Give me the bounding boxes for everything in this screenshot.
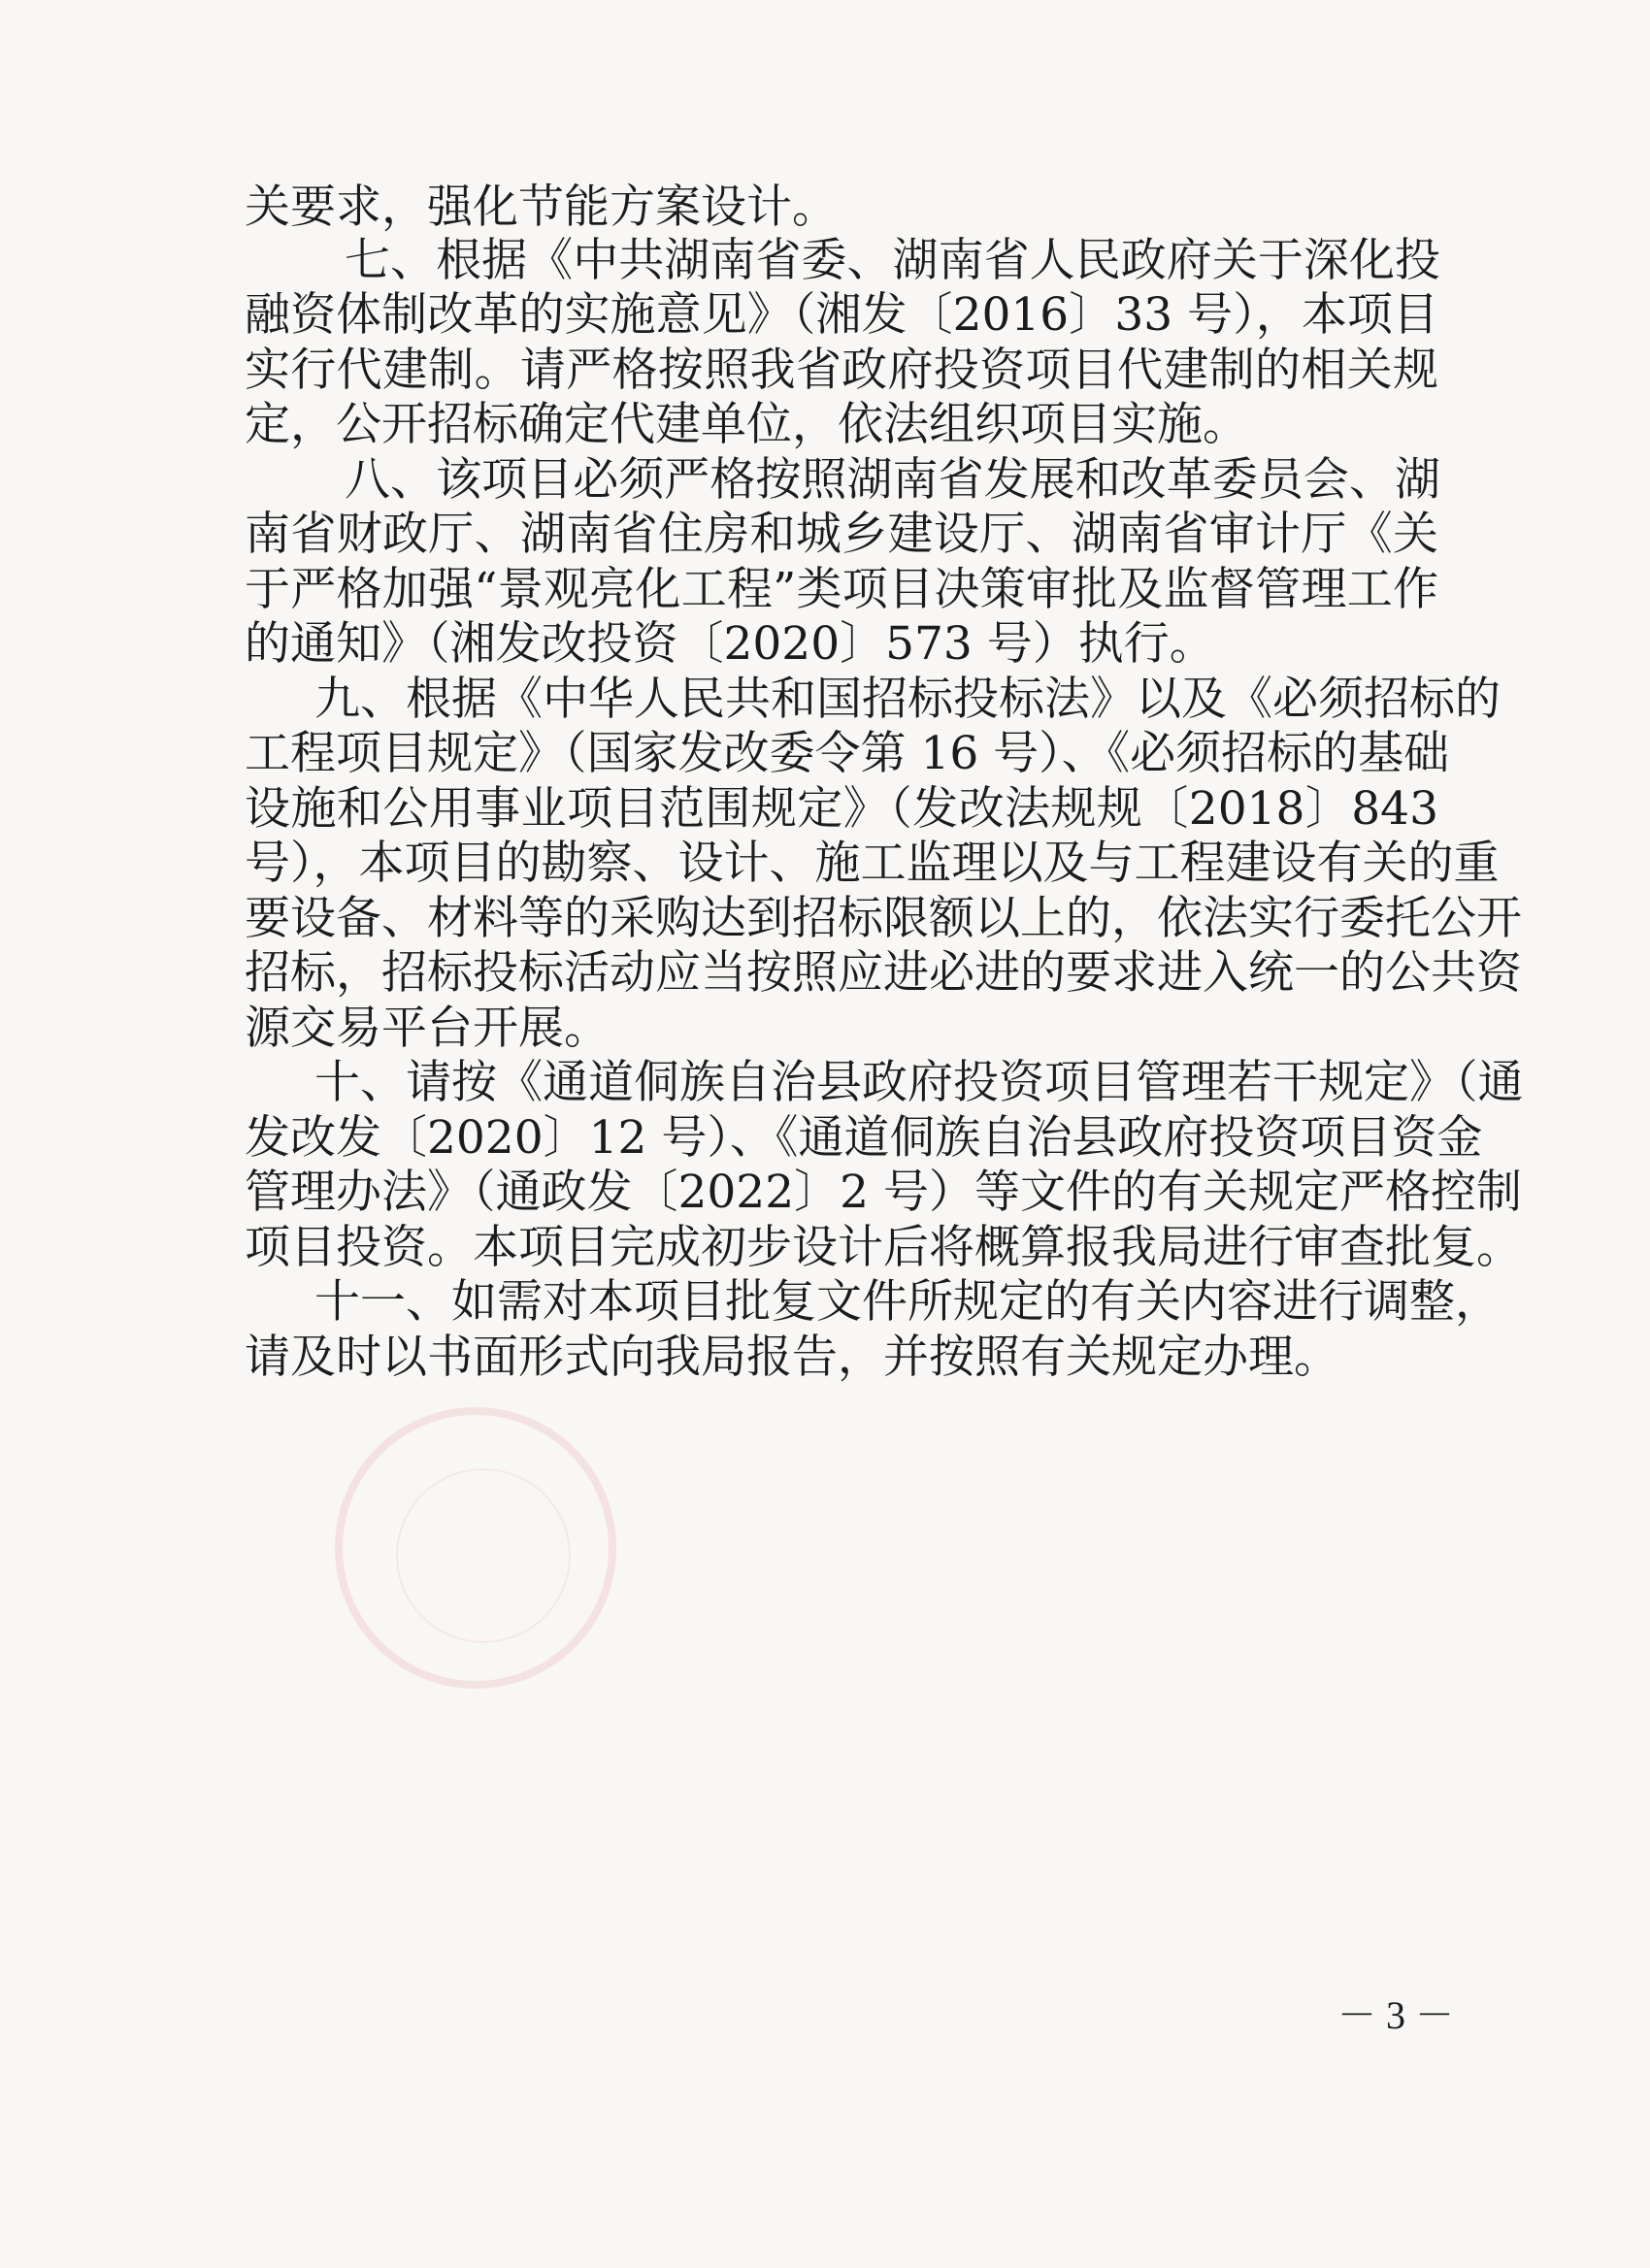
paragraph-8-line-2: 南省财政厅、湖南省住房和城乡建设厅、湖南省审计厅《关 [245, 508, 1438, 561]
paragraph-10-line-4: 项目投资。本项目完成初步设计后将概算报我局进行审查批复。 [245, 1221, 1522, 1274]
paragraph-8-line-3: 于严格加强“景观亮化工程”类项目决策审批及监督管理工作 [245, 563, 1438, 616]
paragraph-9-line-4: 号），本项目的勘察、设计、施工监理以及与工程建设有关的重 [245, 837, 1500, 890]
paragraph-10-line-1: 十、请按《通道侗族自治县政府投资项目管理若干规定》（通 [314, 1056, 1524, 1109]
paragraph-9-line-7: 源交易平台开展。 [245, 1002, 610, 1055]
paragraph-8-line-1: 八、该项目必须严格按照湖南省发展和改革委员会、湖 [345, 453, 1440, 507]
paragraph-7-line-2: 融资体制改革的实施意见》（湘发〔2016〕33 号），本项目 [245, 288, 1438, 342]
paragraph-7-line-4: 定，公开招标确定代建单位，依法组织项目实施。 [245, 398, 1248, 451]
paragraph-10-line-2: 发改发〔2020〕12 号）、《通道侗族自治县政府投资项目资金 [245, 1111, 1483, 1165]
paragraph-6-line-end: 关要求，强化节能方案设计。 [245, 181, 838, 234]
seal-inner-ring [396, 1468, 571, 1643]
paragraph-11-line-1: 十一、如需对本项目批复文件所规定的有关内容进行调整， [314, 1275, 1501, 1329]
page-number: － 3 － [1337, 1993, 1454, 2037]
paragraph-11-line-2: 请及时以书面形式向我局报告，并按照有关规定办理。 [245, 1331, 1339, 1384]
paragraph-10-line-3: 管理办法》（通政发〔2022〕2 号）等文件的有关规定严格控制 [245, 1166, 1522, 1219]
paragraph-9-line-2: 工程项目规定》（国家发改委令第 16 号）、《必须招标的基础 [245, 727, 1450, 780]
official-seal-stamp [335, 1407, 616, 1689]
paragraph-7-line-3: 实行代建制。请严格按照我省政府投资项目代建制的相关规 [245, 344, 1438, 397]
paragraph-8-line-4: 的通知》（湘发改投资〔2020〕573 号）执行。 [245, 617, 1215, 671]
paragraph-9-line-5: 要设备、材料等的采购达到招标限额以上的，依法实行委托公开 [245, 892, 1522, 945]
paragraph-9-line-3: 设施和公用事业项目范围规定》（发改法规规〔2018〕843 [245, 782, 1438, 836]
paragraph-9-line-1: 九、根据《中华人民共和国招标投标法》以及《必须招标的 [314, 673, 1501, 726]
paragraph-7-line-1: 七、根据《中共湖南省委、湖南省人民政府关于深化投 [345, 234, 1440, 287]
paragraph-9-line-6: 招标，招标投标活动应当按照应进必进的要求进入统一的公共资 [245, 946, 1522, 1000]
